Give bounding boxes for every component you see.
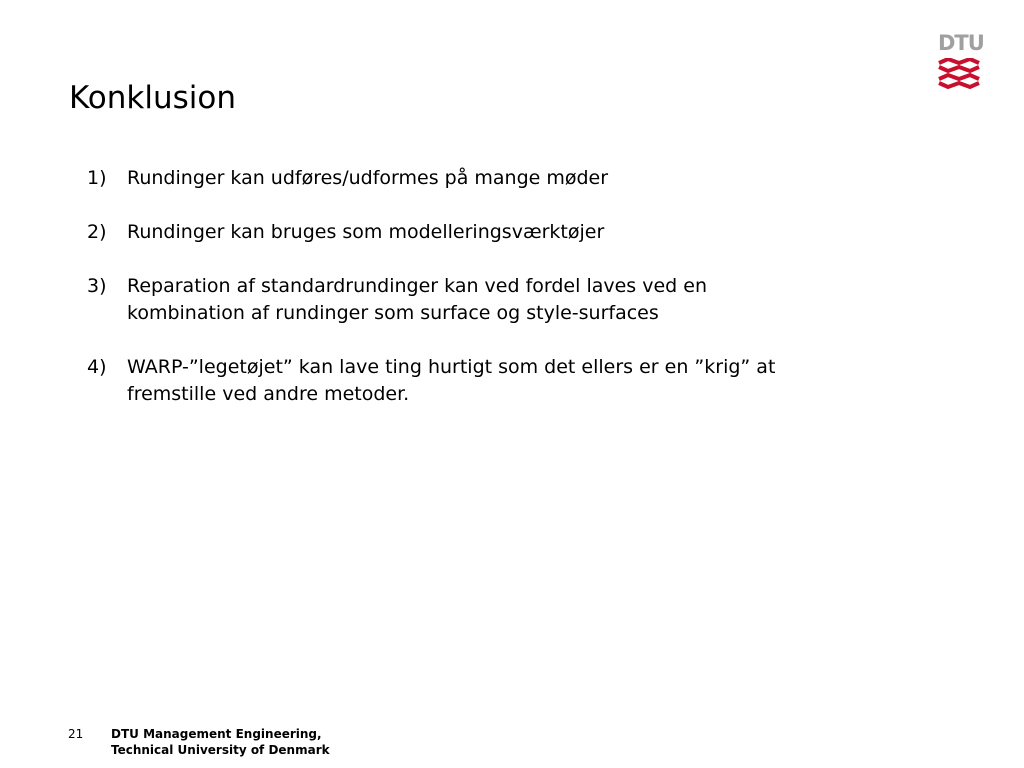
list-item xyxy=(87,273,947,327)
logo-wave-stroke xyxy=(939,75,979,79)
list-item-line: Rundinger kan udføres/udformes på mange møder xyxy=(127,167,609,189)
footer-organization xyxy=(111,726,330,758)
conclusion-list xyxy=(87,165,947,435)
logo-wave-stroke xyxy=(939,67,979,71)
list-item-number: 1) xyxy=(87,167,107,189)
dtu-logo xyxy=(938,31,984,92)
dtu-wave-logo-icon xyxy=(938,58,980,92)
list-item-number: 4) xyxy=(87,356,107,378)
list-item-number: 2) xyxy=(87,221,107,243)
logo-text: DTU xyxy=(938,31,984,55)
logo-wave-stroke xyxy=(939,83,979,87)
slide-title: Konklusion xyxy=(69,80,236,116)
list-item-line: Rundinger kan bruges som modelleringsværktøjer xyxy=(127,221,605,243)
list-item-line: Reparation af standardrundinger kan ved fordel laves ved en xyxy=(127,275,708,297)
footer-org-line: DTU Management Engineering, xyxy=(111,727,322,741)
list-item xyxy=(87,165,947,192)
logo-wave-stroke xyxy=(939,59,979,63)
list-item-line: kombination af rundinger som surface og style-surfaces xyxy=(127,302,659,324)
footer-org-line: Technical University of Denmark xyxy=(111,743,330,757)
list-item-number: 3) xyxy=(87,275,107,297)
list-item-line: fremstille ved andre metoder. xyxy=(127,383,410,405)
page-number: 21 xyxy=(68,727,84,741)
list-item-line: WARP-”legetøjet” kan lave ting hurtigt som det ellers er en ”krig” at xyxy=(127,356,776,378)
list-item xyxy=(87,219,947,246)
list-item xyxy=(87,354,947,408)
